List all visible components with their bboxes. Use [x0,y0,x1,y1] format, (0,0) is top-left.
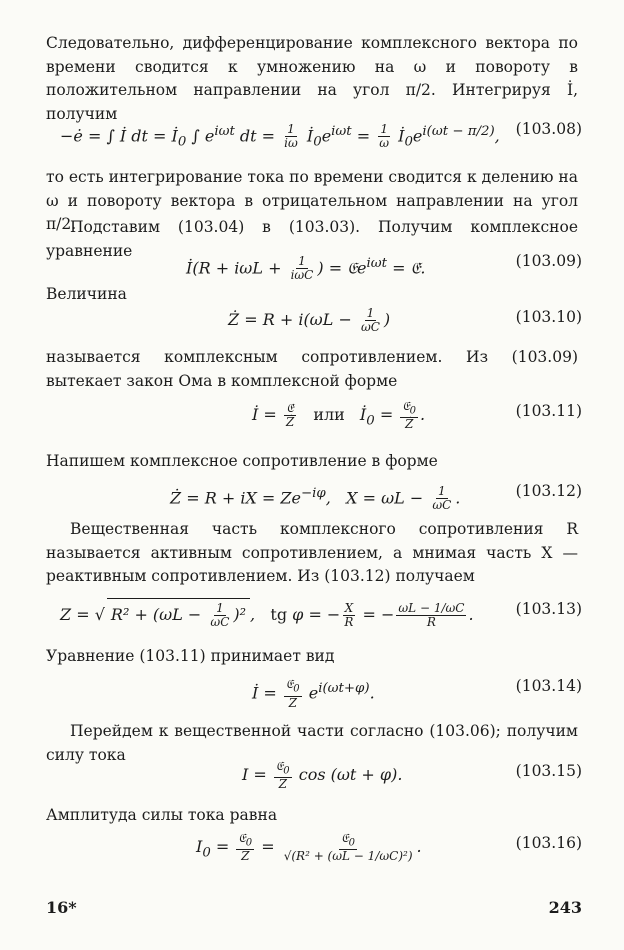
paragraph-4: Величина [46,285,127,303]
paragraph-8: Уравнение (103.11) принимает вид [46,647,335,665]
equation-number: (103.16) [515,834,582,852]
equation-103-12: Ż = R + iX = $Ze^{-i\varphi}$, X = ωL − $\frac{1}{\omega C}$ . (103.12) [170,482,582,513]
paragraph-7: Вещественная часть комплексного сопротивления R называется активным сопротивлением, а мнимая часть X — реактивным сопротивлением. Из (103.12) получаем [46,520,578,585]
equation-number: (103.09) [515,252,582,270]
equation-number: (103.08) [515,120,582,138]
paragraph-5: называется комплексным сопротивлением. Из (103.09) вытекает закон Ома в комплексной форме [46,348,578,390]
paragraph-1: Следовательно, дифференцирование комплексного вектора по времени сводится к умножению на ω и повороту в положительном направлении на угол π/2. Интегрируя İ, получим [46,34,578,123]
equation-103-09: İ(R + iωL + $\frac{1}{\text{iωC}}$ ) = 𝔈e$^{i\omega t}$ = 𝔈̇. (103.09) [186,252,582,283]
equation-number: (103.15) [515,762,582,780]
equation-number: (103.14) [515,677,582,695]
word-tg: tg [270,605,288,624]
equation-103-11: İ = $\frac{\text{𝔈̇}}{Ż}$ или $İ_0$ = $\frac{𝔈_0}{Ż}$ . (103.11) [252,399,582,432]
paragraph-6: Напишем комплексное сопротивление в форме [46,452,438,470]
paragraph-2: то есть интегрирование тока по времени сводится к делению на ω и повороту вектора в отрицательном направлении на угол π/2. [46,168,578,233]
equation-103-13: Z = √ R² + (ωL − $\frac{1}{\omega C}$ )² , tg φ = − $\frac{X}{R}$ = − $\frac{\omega L - 1/\omega C}{R}$ . (103.13) [60,600,582,629]
word-ili: или [313,405,345,425]
equation-103-14: İ = $\frac{𝔈_0}{Z}$ $e^{i(\omega t+\varphi)}$. (103.14) [252,677,582,710]
equation-number: (103.10) [515,308,582,326]
equation-103-15: I = $\frac{𝔈_0}{Z}$ cos (ωt + φ). (103.15) [242,759,582,792]
equation-103-16: $I_0$ = $\frac{𝔈_0}{Z}$ = $\frac{𝔈_0}{\text{√(R² + (ωL − 1/ωC)²)}}$ . (103.16) [196,831,582,864]
equation-number: (103.11) [515,402,582,420]
equation-number: (103.13) [515,600,582,618]
paragraph-3: Подставим (103.04) в (103.03). Получим комплексное уравнение [46,218,578,260]
signature-mark: 16* [46,898,77,917]
paragraph-10: Амплитуда силы тока равна [46,806,278,824]
equation-103-08: −ė = ∫ İ dt = $İ_0$ ∫ $e^{i\omega t}$ dt = $\frac{1}{i\omega}$ $İ_0e^{i\omega t}$ = $\frac{1}{\omega}$ $İ_0e^{i(\omega t - \pi/2)}$, (103.08) [60,120,582,151]
equation-103-10: Ż = R + i(ωL − $\frac{1}{\omega C}$ ) (103.10) [228,306,582,334]
paragraph-9: Перейдем к вещественной части согласно (103.06); получим силу тока [46,722,578,764]
equation-number: (103.12) [515,482,582,500]
page-number: 243 [548,898,582,917]
